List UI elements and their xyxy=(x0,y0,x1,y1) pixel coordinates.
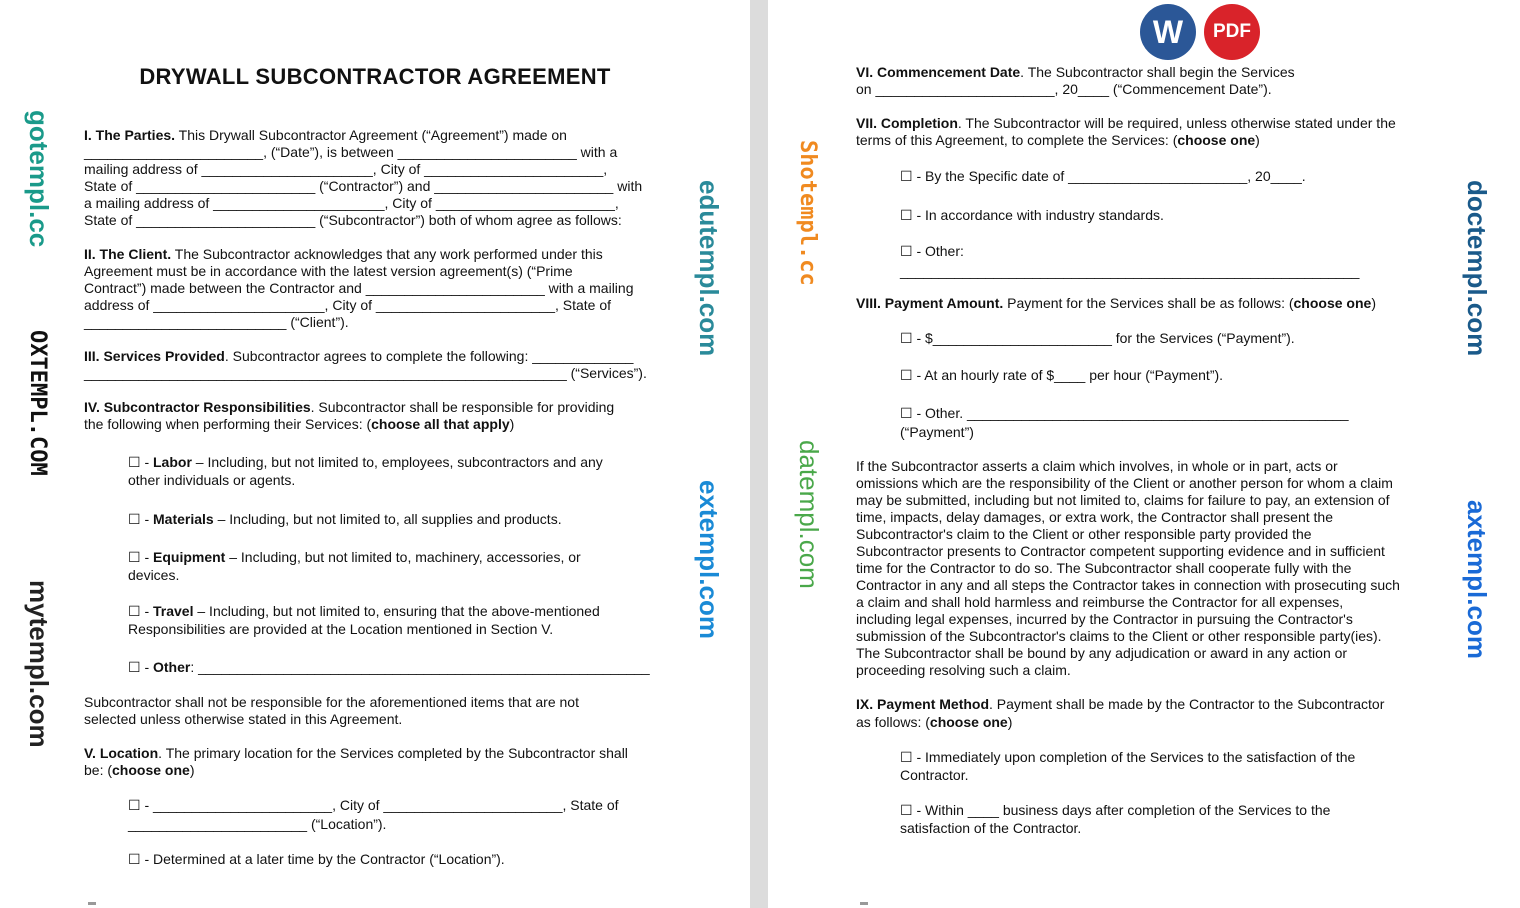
text-line xyxy=(84,212,622,229)
text-run: __________________________ (“Client”). xyxy=(84,314,349,330)
text-line xyxy=(84,263,573,280)
text-run: other individuals or agents. xyxy=(128,472,296,488)
text-run: time for the Contractor to do so. The Subcontractor shall cooperate fully with the xyxy=(856,560,1352,576)
text-line xyxy=(128,567,179,584)
bold-text: I. The Parties. xyxy=(84,127,176,143)
text-line xyxy=(856,662,1071,679)
text-run: address of ______________________, City of _______________________, State of xyxy=(84,297,612,313)
watermark-gotempl: gotempl.cc xyxy=(24,110,54,248)
text-run: devices. xyxy=(128,567,180,583)
text-line xyxy=(84,178,642,195)
text-line xyxy=(856,115,1396,132)
text-line xyxy=(84,416,514,433)
text-run: omissions which are the responsibility of the Client or another person for whom a claim xyxy=(856,475,1393,491)
text-line xyxy=(900,263,1359,280)
text-line xyxy=(856,543,1385,560)
text-line xyxy=(84,127,567,144)
text-run: The Subcontractor acknowledges that any work performed under this xyxy=(171,246,603,262)
text-line xyxy=(856,64,1295,81)
bold-text: Equipment xyxy=(153,549,226,565)
text-run: ) xyxy=(1371,295,1376,311)
text-line xyxy=(900,767,968,784)
text-line xyxy=(128,603,600,620)
text-line xyxy=(128,454,603,471)
text-run: be: ( xyxy=(84,762,113,778)
text-run: ☐ - _______________________, City of _______________________, State of xyxy=(128,797,619,813)
text-line xyxy=(128,659,650,676)
text-run: ☐ - xyxy=(128,603,153,619)
text-run: time, impacts, delay damages, or extra work, the Contractor shall present the xyxy=(856,509,1333,525)
text-run: ______________________________________________________________ (“Services”). xyxy=(84,365,647,381)
bold-text: VII. Completion xyxy=(856,115,958,131)
pdf-download-button[interactable] xyxy=(1204,4,1260,60)
text-run: ) xyxy=(1255,132,1260,148)
text-run: as follows: ( xyxy=(856,714,930,730)
text-line xyxy=(856,492,1390,509)
watermark-mytempl: mytempl.com xyxy=(24,580,54,748)
text-line xyxy=(84,246,603,263)
text-run: ☐ - Determined at a later time by the Contractor (“Location”). xyxy=(128,851,505,867)
text-line xyxy=(856,132,1260,149)
text-line xyxy=(856,526,1312,543)
bold-text: III. Services Provided xyxy=(84,348,225,364)
page-footer-mark xyxy=(860,902,868,905)
bold-text: II. The Client. xyxy=(84,246,172,262)
text-run: proceeding resolving such a claim. xyxy=(856,662,1071,678)
text-run: Payment for the Services shall be as follows: ( xyxy=(1003,295,1294,311)
text-run: The Subcontractor shall be bound by any adjudication or award in any action or xyxy=(856,645,1348,661)
text-run: _______________________, (“Date”), is between _______________________ with a xyxy=(84,144,618,160)
text-run: a mailing address of ______________________, City of _______________________, xyxy=(84,195,619,211)
text-line xyxy=(84,348,633,365)
text-run: on _______________________, 20____ (“Commencement Date”). xyxy=(856,81,1272,97)
text-run: – Including, but not limited to, ensuring that the above-mentioned xyxy=(193,603,600,619)
text-run: State of _______________________ (“Contractor”) and _______________________ with xyxy=(84,178,643,194)
bold-text: Materials xyxy=(153,511,214,527)
watermark-shotempl: Shotempl.cc xyxy=(795,140,820,286)
text-run: ) xyxy=(189,762,195,778)
text-line xyxy=(856,611,1353,628)
pdf-icon: PDF xyxy=(1213,21,1251,42)
text-line xyxy=(856,81,1272,98)
text-run: This Drywall Subcontractor Agreement (“Agreement”) made on xyxy=(175,127,567,143)
text-run: including legal expenses, incurred by the Contractor in pursuing the Contractor's xyxy=(856,611,1353,627)
text-run: Subcontractor's claim to the Client or other responsible party provided the xyxy=(856,526,1312,542)
text-line xyxy=(900,802,1330,819)
text-run: ☐ - In accordance with industry standards. xyxy=(900,207,1164,223)
text-line xyxy=(856,628,1382,645)
page-footer-mark xyxy=(88,902,96,905)
text-run: ☐ - xyxy=(128,659,153,675)
bold-text: choose all that apply xyxy=(371,416,510,432)
text-line xyxy=(856,560,1351,577)
word-icon: W xyxy=(1152,13,1184,50)
text-run: . The primary location for the Services completed by the Subcontractor shall xyxy=(158,745,628,761)
text-run: If the Subcontractor asserts a claim which involves, in whole or in part, acts or xyxy=(856,458,1338,474)
text-run: : __________________________________________________________ xyxy=(190,659,650,675)
text-run: . Subcontractor agrees to complete the following: _____________ xyxy=(224,348,634,364)
text-run: . The Subcontractor will be required, unless otherwise stated under the xyxy=(957,115,1396,131)
text-line xyxy=(856,696,1384,713)
text-line xyxy=(900,424,974,441)
word-download-button[interactable] xyxy=(1140,4,1196,60)
text-run: satisfaction of the Contractor. xyxy=(900,820,1082,836)
text-run: Subcontractor presents to Contractor competent supporting evidence and in sufficient xyxy=(856,543,1385,559)
text-line xyxy=(84,365,647,382)
text-run: (“Payment”) xyxy=(900,424,974,440)
text-line xyxy=(84,195,619,212)
text-run: Responsibilities are provided at the Location mentioned in Section V. xyxy=(128,621,554,637)
text-line xyxy=(128,851,505,868)
text-run: ) xyxy=(509,416,515,432)
text-line xyxy=(84,711,402,728)
text-line xyxy=(84,161,607,178)
text-line xyxy=(128,511,562,528)
text-run: Agreement must be in accordance with the latest version agreement(s) (“Prime xyxy=(84,263,573,279)
bold-text: VI. Commencement Date xyxy=(856,64,1021,80)
watermark-edutempl: edutempl.com xyxy=(694,180,724,357)
text-run: ☐ - Immediately upon completion of the Services to the satisfaction of the xyxy=(900,749,1356,765)
text-line xyxy=(900,330,1295,347)
text-run: – Including, but not limited to, employees, subcontractors and any xyxy=(191,454,603,470)
bold-text: V. Location xyxy=(84,745,159,761)
text-run: ☐ - $_______________________ for the Services (“Payment”). xyxy=(900,330,1295,346)
text-run: ☐ - xyxy=(128,454,153,470)
bold-text: Labor xyxy=(153,454,192,470)
text-run: – Including, but not limited to, all supplies and products. xyxy=(213,511,562,527)
text-line xyxy=(84,694,579,711)
text-run: the following when performing their Services: ( xyxy=(84,416,372,432)
text-line xyxy=(128,797,619,814)
text-run: Contractor. xyxy=(900,767,969,783)
document-page-right xyxy=(768,0,1520,908)
text-line xyxy=(128,816,386,833)
text-run: ☐ - Other. _________________________________________________ xyxy=(900,405,1349,421)
watermark-doctempl: doctempl.com xyxy=(1462,180,1492,357)
bold-text: choose one xyxy=(1293,295,1372,311)
text-run: submission of the Subcontractor's claims to the Client or other responsible party(ies). xyxy=(856,628,1382,644)
text-line xyxy=(128,549,581,566)
bold-text: choose one xyxy=(929,714,1008,730)
text-run: ☐ - By the Specific date of _______________________, 20____. xyxy=(900,168,1306,184)
text-line xyxy=(900,207,1164,224)
text-run: ☐ - xyxy=(128,511,153,527)
text-run: . Subcontractor shall be responsible for providing xyxy=(310,399,615,415)
text-line xyxy=(856,509,1333,526)
text-run: may be submitted, including but not limited to, claims for failure to pay, an extension of xyxy=(856,492,1390,508)
text-line xyxy=(900,749,1355,766)
text-line xyxy=(900,243,964,260)
text-line xyxy=(84,144,617,161)
text-run: ☐ - Other: xyxy=(900,243,964,259)
text-line xyxy=(84,745,628,762)
text-line xyxy=(900,405,1349,422)
bold-text: choose one xyxy=(1177,132,1256,148)
text-run: ☐ - At an hourly rate of $____ per hour (“Payment”). xyxy=(900,367,1224,383)
bold-text: VIII. Payment Amount. xyxy=(856,295,1004,311)
text-line xyxy=(856,475,1393,492)
text-line xyxy=(856,714,1012,731)
text-line xyxy=(856,295,1376,312)
text-line xyxy=(900,820,1081,837)
watermark-extempl: extempl.com xyxy=(694,480,724,639)
bold-text: IV. Subcontractor Responsibilities xyxy=(84,399,311,415)
watermark-oxtempl: OXTEMPL.COM xyxy=(25,330,50,476)
document-title: DRYWALL SUBCONTRACTOR AGREEMENT xyxy=(139,64,611,89)
text-run: selected unless otherwise stated in this Agreement. xyxy=(84,711,403,727)
text-line xyxy=(856,594,1343,611)
text-run: ___________________________________________________________ xyxy=(900,263,1360,279)
watermark-axtempl: axtempl.com xyxy=(1462,500,1492,659)
text-line xyxy=(900,168,1306,185)
text-line xyxy=(856,458,1338,475)
bold-text: Other xyxy=(153,659,191,675)
text-line xyxy=(84,297,611,314)
text-run: Contractor in any and all steps the Contractor takes in connection with prosecuting such xyxy=(856,577,1400,593)
bold-text: choose one xyxy=(112,762,190,778)
text-run: ☐ - xyxy=(128,549,153,565)
text-line xyxy=(900,367,1223,384)
text-line xyxy=(84,280,634,297)
text-run: ) xyxy=(1007,714,1013,730)
text-line xyxy=(84,762,194,779)
bold-text: IX. Payment Method xyxy=(856,696,990,712)
text-run: Subcontractor shall not be responsible for the aforementioned items that are not xyxy=(84,694,579,710)
text-run: . The Subcontractor shall begin the Services xyxy=(1020,64,1295,80)
text-run: mailing address of ______________________, City of _______________________, xyxy=(84,161,608,177)
text-line xyxy=(856,645,1347,662)
bold-text: Travel xyxy=(153,603,194,619)
text-line xyxy=(128,472,295,489)
text-line xyxy=(128,621,553,638)
text-run: terms of this Agreement, to complete the Services: ( xyxy=(856,132,1178,148)
text-run: ☐ - Within ____ business days after completion of the Services to the xyxy=(900,802,1331,818)
text-line xyxy=(856,577,1400,594)
text-line xyxy=(84,399,614,416)
text-run: State of _______________________ (“Subcontractor”) both of whom agree as follows: xyxy=(84,212,622,228)
text-run: . Payment shall be made by the Contractor to the Subcontractor xyxy=(989,696,1385,712)
text-line xyxy=(84,314,349,331)
watermark-datempl: datempl.com xyxy=(794,440,824,589)
document-page-left xyxy=(0,0,750,908)
text-run: – Including, but not limited to, machinery, accessories, or xyxy=(225,549,581,565)
text-run: Contract”) made between the Contractor and _______________________ with a mailing xyxy=(84,280,634,296)
text-run: a claim and shall hold harmless and reimburse the Contractor for all expenses, xyxy=(856,594,1344,610)
text-run: _______________________ (“Location”). xyxy=(128,816,387,832)
